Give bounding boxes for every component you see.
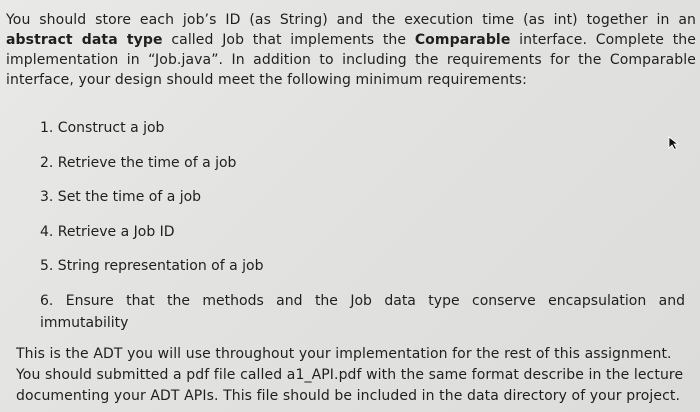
mouse-pointer-icon: [668, 136, 680, 150]
outro-paragraph: This is the ADT you will use throughout your implementation for the rest of this assignment. You should submitted a pdf file called a1_API.pdf with the same format describe in the lecture documenting your ADT APIs. This file should be included in the data directory of your project.: [16, 346, 684, 404]
requirement-item-6: 6. Ensure that the methods and the Job data type conserve encapsulation and immutability: [40, 293, 685, 331]
intro-bold-comparable: Comparable: [414, 32, 511, 48]
requirement-item-2: 2. Retrieve the time of a job: [40, 155, 237, 171]
requirement-item-5: 5. String representation of a job: [40, 258, 264, 274]
intro-paragraph: [6, 10, 696, 90]
requirement-item-4: 4. Retrieve a Job ID: [40, 224, 175, 240]
intro-text-1: You should store each job’s ID (as String) and the execution time (as int) together in an: [6, 12, 696, 28]
intro-bold-abstract-data-type: abstract data type: [6, 32, 163, 48]
requirement-item-1: 1. Construct a job: [40, 120, 165, 136]
intro-text-2: called Job that implements the: [162, 32, 415, 48]
requirement-item-3: 3. Set the time of a job: [40, 189, 202, 205]
intro-text-3: interface. Complete the implementation in “Job.java”. In addition to including the requirements for the Comparable interface, your design should meet the following minimum requirements:: [6, 32, 696, 88]
